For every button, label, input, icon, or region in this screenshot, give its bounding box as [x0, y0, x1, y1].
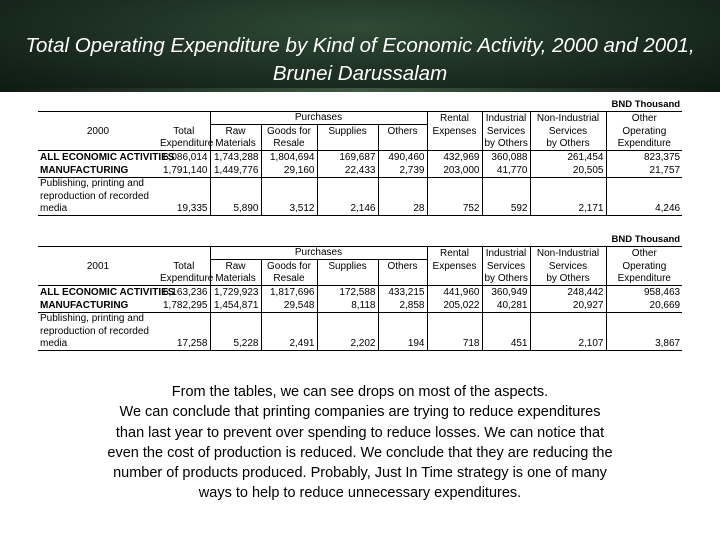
table-cell: 20,505: [530, 164, 606, 177]
total-header-1: Total: [173, 260, 195, 272]
table-cell: 248,442: [530, 286, 606, 299]
table-cell: 28: [378, 203, 427, 216]
row-label-line: reproduction of recorded: [40, 190, 149, 202]
table-cell: 360,088: [482, 151, 530, 164]
other-op-header-3: Expenditure: [606, 138, 682, 151]
table-cell: 6,086,014: [163, 151, 208, 163]
row-label-line: Publishing, printing and: [40, 313, 144, 325]
table-cell: 2,107: [530, 338, 606, 351]
table-cell: 2,171: [530, 203, 606, 216]
industrial-header-2: Services: [482, 260, 530, 273]
table-cell: 451: [482, 338, 530, 351]
header-row-3: [38, 138, 682, 151]
paragraph-line: even the cost of production is reduced. We conclude that they are reducing the: [107, 444, 613, 461]
table-cell: 2,146: [317, 203, 378, 216]
table-cell: 5,890: [210, 203, 261, 216]
total-header-1: Total: [173, 125, 195, 137]
raw-header-2: Materials: [210, 138, 261, 151]
table-cell: 17,258: [158, 338, 210, 351]
header-row-2: [38, 260, 682, 273]
raw-header-2: Materials: [210, 273, 261, 286]
raw-header-1: Raw: [210, 125, 261, 138]
paragraph-line: than last year to prevent over spending to reduce losses. We can notice that: [115, 424, 605, 441]
nonindustrial-header-1: Non-Industrial: [530, 111, 606, 125]
industrial-header-3: by Others: [482, 273, 530, 286]
nonindustrial-header-3: by Others: [530, 138, 606, 151]
goods-header-2: Resale: [261, 273, 317, 286]
other-op-header-2: Operating: [606, 260, 682, 273]
other-op-header-1: Other: [606, 111, 682, 125]
other-op-header-1: Other: [606, 246, 682, 260]
header-row-1: [38, 246, 682, 260]
table-cell: 1,449,776: [210, 164, 261, 177]
table-cell: 592: [482, 203, 530, 216]
table-cell: 4,246: [606, 203, 682, 216]
table-cell: 3,512: [261, 203, 317, 216]
table-row: [38, 190, 682, 203]
unit-row: [38, 98, 682, 111]
table-cell: 2,739: [378, 164, 427, 177]
others-header: Others: [378, 125, 427, 138]
purchases-header: Purchases: [210, 246, 427, 260]
table-cell: 21,757: [606, 164, 682, 177]
table-row: [38, 312, 682, 325]
table-row: [38, 151, 682, 164]
year-label: 2000: [86, 125, 110, 137]
supplies-header: Supplies: [317, 125, 378, 138]
table-row: [38, 338, 682, 351]
table-row: [38, 299, 682, 312]
table-row: [38, 203, 682, 216]
table-cell: 172,588: [317, 286, 378, 299]
table-cell: 22,433: [317, 164, 378, 177]
table-cell: 1,791,140: [158, 164, 210, 177]
table-cell: 432,969: [427, 151, 482, 164]
paragraph-line: From the tables, we can see drops on most of the aspects.: [171, 384, 549, 400]
nonindustrial-header-1: Non-Industrial: [530, 246, 606, 260]
table-cell: 2,491: [261, 338, 317, 351]
nonindustrial-header-3: by Others: [530, 273, 606, 286]
supplies-header: Supplies: [317, 260, 378, 273]
nonindustrial-header-2: Services: [530, 125, 606, 138]
table-cell: 5,228: [210, 338, 261, 351]
expenditure-table-2000: [38, 98, 682, 216]
table-cell: 203,000: [427, 164, 482, 177]
row-label: ALL ECONOMIC ACTIVITIES: [40, 151, 175, 163]
industrial-header-2: Services: [482, 125, 530, 138]
industrial-header-3: by Others: [482, 138, 530, 151]
slide-title: Total Operating Expenditure by Kind of Economic Activity, 2000 and 2001, Brunei Darussalam: [25, 34, 695, 85]
conclusion-paragraph: [60, 382, 660, 504]
table-cell: 169,687: [317, 151, 378, 164]
paragraph-line: We can conclude that printing companies are trying to reduce expenditures: [119, 404, 601, 421]
rental-header-2: Expenses: [427, 260, 482, 273]
table-cell: 29,160: [261, 164, 317, 177]
row-label: ALL ECONOMIC ACTIVITIES: [40, 286, 175, 298]
table-cell: 20,669: [606, 299, 682, 312]
table-cell: 1,729,923: [210, 286, 261, 299]
table-cell: 360,949: [482, 286, 530, 299]
unit-label: BND Thousand: [611, 233, 681, 245]
table-cell: 20,927: [530, 299, 606, 312]
unit-row: [38, 233, 682, 246]
nonindustrial-header-2: Services: [530, 260, 606, 273]
header-row-1: [38, 111, 682, 125]
row-label-line: media: [38, 338, 158, 351]
table-cell: 194: [378, 338, 427, 351]
table-cell: 718: [427, 338, 482, 351]
table-cell: 1,782,295: [158, 299, 210, 312]
table-cell: 490,460: [378, 151, 427, 164]
table-cell: 441,960: [427, 286, 482, 299]
row-label-line: reproduction of recorded: [40, 325, 149, 337]
table-cell: 958,463: [606, 286, 682, 299]
table-row: [38, 325, 682, 338]
table-cell: 823,375: [606, 151, 682, 164]
header-row-2: [38, 125, 682, 138]
table-cell: 1,817,696: [261, 286, 317, 299]
table-cell: 1,804,694: [261, 151, 317, 164]
expenditure-table-2001: [38, 233, 682, 351]
table-cell: 41,770: [482, 164, 530, 177]
table-cell: 205,022: [427, 299, 482, 312]
table-cell: 3,867: [606, 338, 682, 351]
table-cell: 1,743,288: [210, 151, 261, 164]
industrial-header-1: Industrial: [482, 246, 530, 260]
others-header: Others: [378, 260, 427, 273]
table-cell: 40,281: [482, 299, 530, 312]
table-cell: 752: [427, 203, 482, 216]
rental-header-2: Expenses: [427, 125, 482, 138]
table-row: [38, 164, 682, 177]
goods-header-1: Goods for: [261, 125, 317, 138]
industrial-header-1: Industrial: [482, 111, 530, 125]
other-op-header-3: Expenditure: [606, 273, 682, 286]
total-header-2: Expenditure: [160, 138, 214, 150]
rental-header-1: Rental: [427, 111, 482, 125]
rental-header-1: Rental: [427, 246, 482, 260]
unit-label: BND Thousand: [611, 98, 681, 110]
total-header-2: Expenditure: [160, 273, 214, 285]
purchases-header: Purchases: [210, 111, 427, 125]
table-cell: 2,202: [317, 338, 378, 351]
table-row: [38, 177, 682, 190]
table-row: [38, 286, 682, 299]
table-cell: 8,118: [317, 299, 378, 312]
table-cell: 2,858: [378, 299, 427, 312]
year-label: 2001: [86, 260, 110, 272]
table-cell: 6,163,236: [163, 286, 208, 298]
row-label-line: Publishing, printing and: [40, 178, 144, 190]
table-cell: 433,215: [378, 286, 427, 299]
table-cell: 1,454,871: [210, 299, 261, 312]
raw-header-1: Raw: [210, 260, 261, 273]
other-op-header-2: Operating: [606, 125, 682, 138]
paragraph-line: number of products produced. Probably, Just In Time strategy is one of many: [113, 465, 607, 482]
row-label-line: media: [38, 203, 158, 216]
header-row-3: [38, 273, 682, 286]
table-cell: 29,548: [261, 299, 317, 312]
goods-header-2: Resale: [261, 138, 317, 151]
table-cell: 19,335: [158, 203, 210, 216]
row-label: MANUFACTURING: [38, 164, 158, 177]
table-cell: 261,454: [530, 151, 606, 164]
paragraph-line: ways to help to reduce unnecessary expenditures.: [198, 485, 522, 502]
row-label: MANUFACTURING: [38, 299, 158, 312]
goods-header-1: Goods for: [261, 260, 317, 273]
